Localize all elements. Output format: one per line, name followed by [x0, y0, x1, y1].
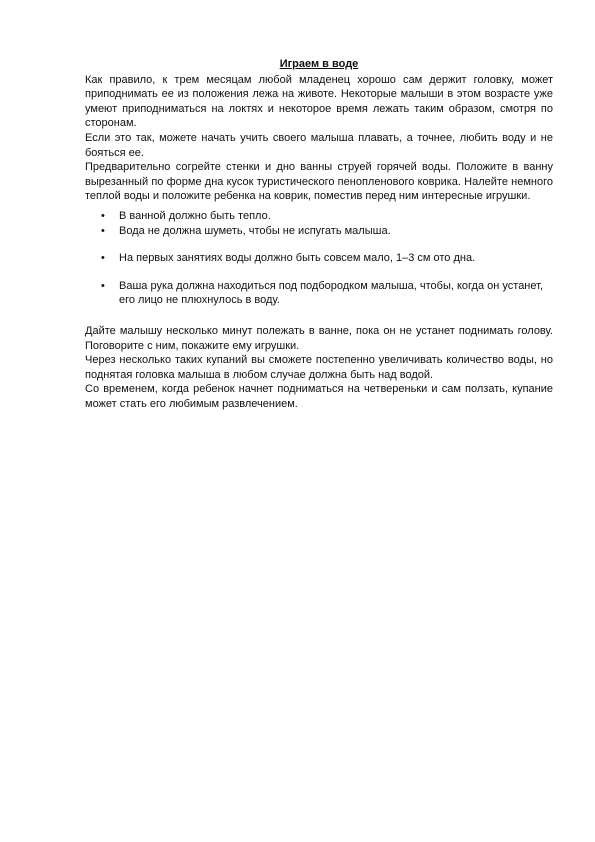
- bullet-icon: •: [101, 224, 105, 237]
- list-item-text: В ванной должно быть тепло.: [119, 209, 271, 222]
- list-item: [85, 224, 553, 239]
- bullet-icon: •: [101, 252, 105, 265]
- paragraph-preparation: Предварительно согрейте стенки и дно ванны струей горячей воды. Положите в ванну вырезанный по форме дна кусок туристического пенопленового коврика. Налейте немного теплой воды и положите ребенка на коврик, поместив перед ним интересные игрушки.: [85, 161, 553, 203]
- list-item: [85, 209, 553, 224]
- document-body: [85, 57, 553, 411]
- document-title: Играем в воде: [279, 58, 359, 70]
- bullet-icon: •: [101, 279, 105, 292]
- paragraph-intro: Как правило, к трем месяцам любой младенец хорошо сам держит головку, может приподнимать ее из положения лежа на животе. Некоторые малыши в этом возрасте уже умеют приподниматься на локтях и некоторое время лежать таким образом, смотря по сторонам.: [85, 73, 553, 130]
- tips-list: [85, 209, 553, 308]
- list-item-text: Ваша рука должна находиться под подбородком малыша, чтобы, когда он устанет, его лицо не плюхнулось в воду.: [119, 279, 544, 307]
- paragraph-rest: Дайте малышу несколько минут полежать в ванне, пока он не устанет поднимать голову. Поговорите с ним, покажите ему игрушки.: [85, 324, 553, 352]
- list-item: [85, 251, 553, 266]
- list-item-text: На первых занятиях воды должно быть совсем мало, 1–3 см ото дна.: [119, 252, 476, 265]
- list-item-text: Вода не должна шуметь, чтобы не испугать малыша.: [119, 224, 391, 237]
- paragraph-favorite-fun: Со временем, когда ребенок начнет подниматься на четвереньки и сам ползать, купание может стать его любимым развлечением.: [85, 383, 553, 410]
- paragraph-increase-water: Через несколько таких купаний вы сможете постепенно увеличивать количество воды, но поднятая головка малыша в любом случае должна быть над водой.: [85, 354, 553, 381]
- paragraph-start-swimming: Если это так, можете начать учить своего малыша плавать, а точнее, любить воду и не бояться ее.: [85, 131, 553, 159]
- bullet-icon: •: [101, 209, 105, 222]
- list-item: [85, 279, 553, 308]
